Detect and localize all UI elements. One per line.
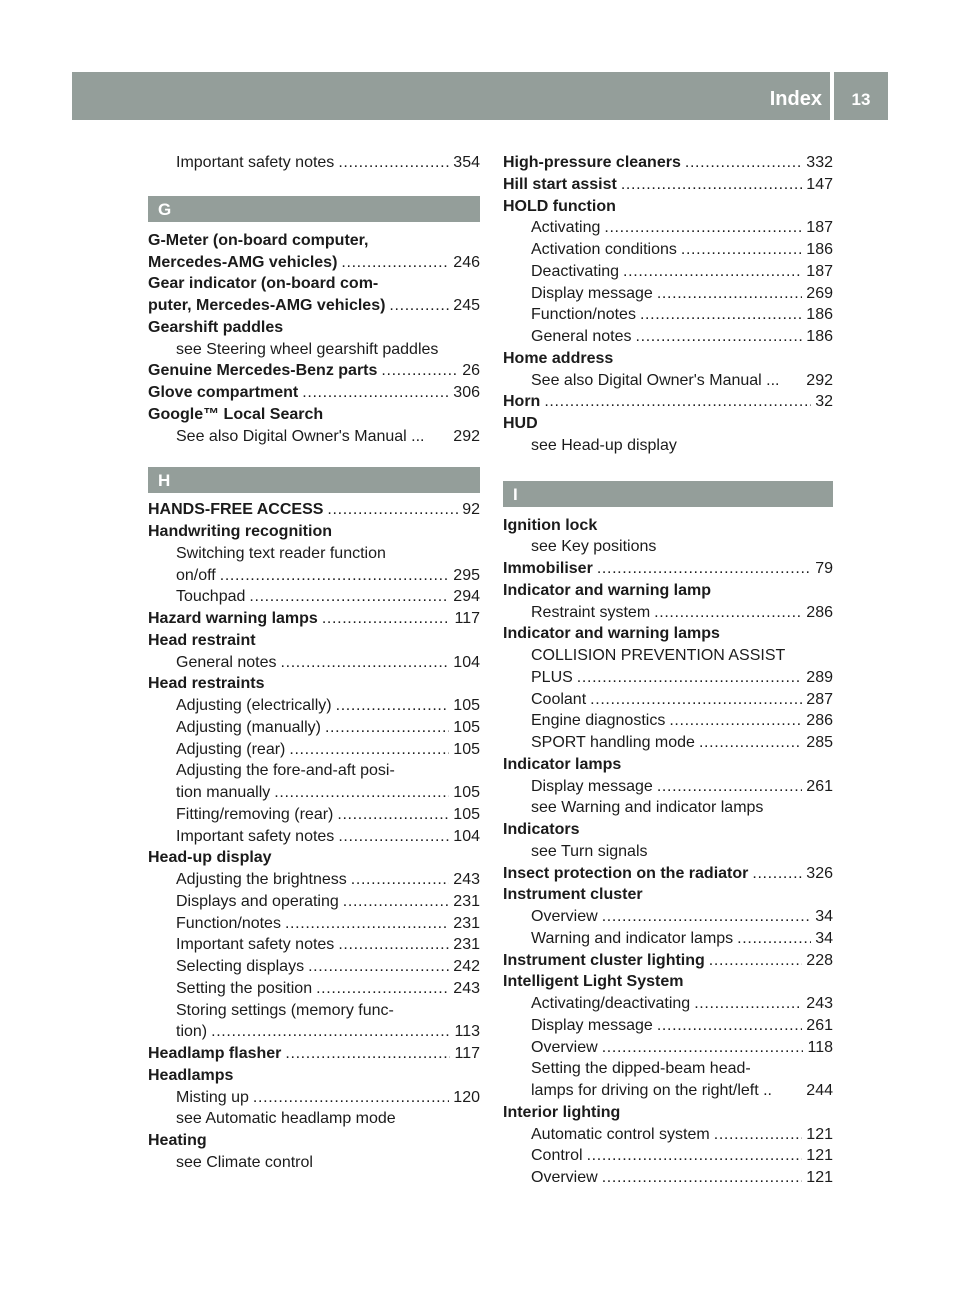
index-entry xyxy=(148,273,480,295)
page-reference: 294 xyxy=(453,588,480,606)
index-subentry xyxy=(503,928,833,950)
dot-leader xyxy=(274,782,449,804)
page-reference: 306 xyxy=(453,384,480,401)
entry-label: Ignition lock xyxy=(503,516,598,534)
dot-leader xyxy=(590,689,802,711)
page-reference: 147 xyxy=(806,175,833,193)
page-reference: 34 xyxy=(815,929,833,947)
entry-label: Insect protection on the radiator xyxy=(503,864,749,882)
page-reference: 113 xyxy=(454,1023,480,1041)
page-reference: 231 xyxy=(453,914,480,932)
entry-label: Important safety notes xyxy=(176,936,335,954)
index-subentry xyxy=(148,739,480,761)
section-letter-g: G xyxy=(148,196,480,222)
entry-label: HUD xyxy=(503,415,538,432)
dot-leader xyxy=(669,710,802,732)
page-reference: 120 xyxy=(453,1088,480,1106)
index-subentry xyxy=(148,1152,480,1174)
entry-label: Indicator lamps xyxy=(503,755,622,773)
dot-leader xyxy=(654,602,802,624)
dot-leader xyxy=(681,239,802,261)
entry-label: Automatic control system xyxy=(531,1125,710,1143)
entry-label: Overview xyxy=(531,1038,598,1056)
index-entry xyxy=(148,630,480,652)
entry-label: Overview xyxy=(531,1169,598,1186)
index-entry xyxy=(503,558,833,580)
entry-label: Control xyxy=(531,1147,583,1165)
index-entry xyxy=(148,1043,480,1065)
index-subentry xyxy=(148,1000,480,1022)
index-subentry xyxy=(503,732,833,754)
page-reference: 292 xyxy=(806,371,833,389)
entry-label: Fitting/removing (rear) xyxy=(176,805,334,823)
dot-leader xyxy=(341,252,449,274)
entry-label: Activating/deactivating xyxy=(531,995,691,1012)
dot-leader xyxy=(338,152,449,174)
index-subentry xyxy=(503,710,833,732)
page-reference: 242 xyxy=(453,958,480,975)
entry-label: Switching text reader function xyxy=(176,544,386,562)
index-subentry xyxy=(148,978,480,1000)
dot-leader xyxy=(316,978,449,1000)
dot-leader xyxy=(694,993,802,1015)
index-subentry xyxy=(148,913,480,935)
index-entry xyxy=(148,1130,480,1152)
entry-label: HOLD function xyxy=(503,197,616,215)
entry-label: Handwriting recognition xyxy=(148,523,332,540)
index-subentry xyxy=(148,956,480,978)
entry-label: High-pressure cleaners xyxy=(503,154,681,171)
page-reference: 285 xyxy=(806,734,833,751)
entry-label: Indicators xyxy=(503,821,580,838)
entry-label: Overview xyxy=(531,908,598,925)
index-entry xyxy=(503,152,833,174)
entry-label: Immobiliser xyxy=(503,560,593,577)
index-entry xyxy=(148,317,480,339)
entry-label: see Turn signals xyxy=(531,842,648,860)
entry-label: Hazard warning lamps xyxy=(148,610,318,627)
entry-label: Headlamp flasher xyxy=(148,1045,282,1062)
index-entry xyxy=(148,499,480,521)
index-subentry xyxy=(503,1167,833,1189)
page-reference: 228 xyxy=(806,951,833,969)
dot-leader xyxy=(657,1015,802,1037)
dot-leader xyxy=(602,1167,803,1189)
dot-leader xyxy=(685,152,802,174)
page-reference: 243 xyxy=(453,871,480,888)
page-reference: 186 xyxy=(806,306,833,324)
page-reference: 32 xyxy=(815,393,833,411)
index-entry xyxy=(148,608,480,630)
dot-leader xyxy=(621,174,802,196)
page-reference: 332 xyxy=(806,154,833,171)
entry-label: tion manually xyxy=(176,784,271,801)
dot-leader xyxy=(338,934,449,956)
index-subentry xyxy=(503,841,833,863)
page-reference: 261 xyxy=(806,777,833,795)
index-subentry xyxy=(503,993,833,1015)
entry-label: Intelligent Light System xyxy=(503,973,684,991)
entry-label: See also Digital Owner's Manual ... xyxy=(531,371,780,389)
entry-label: tion) xyxy=(176,1023,208,1041)
page-reference: 104 xyxy=(453,653,480,671)
index-subentry xyxy=(503,370,833,392)
index-entry xyxy=(148,673,480,695)
entry-label: Hill start assist xyxy=(503,175,617,193)
index-subentry xyxy=(503,283,833,305)
page-reference: 79 xyxy=(815,560,833,577)
index-subentry xyxy=(503,906,833,928)
index-subentry xyxy=(503,1124,833,1146)
dot-leader xyxy=(544,391,811,413)
page-reference: 105 xyxy=(453,805,480,823)
entry-label: Google™ Local Search xyxy=(148,405,324,423)
entry-label: Display message xyxy=(531,284,653,302)
dot-leader xyxy=(737,928,811,950)
page-reference: 246 xyxy=(453,253,480,271)
dot-leader xyxy=(308,956,449,978)
index-subentry xyxy=(503,1145,833,1167)
entry-label: Adjusting the brightness xyxy=(176,871,347,888)
entry-label: Function/notes xyxy=(531,306,636,324)
dot-leader xyxy=(302,382,449,404)
index-subentry xyxy=(148,339,480,361)
page-reference: 245 xyxy=(453,297,480,314)
dot-leader xyxy=(623,261,802,283)
page-reference: 231 xyxy=(453,936,480,954)
page-reference: 286 xyxy=(806,603,833,621)
entry-label: Important safety notes xyxy=(176,827,335,845)
index-entry xyxy=(148,360,480,382)
page-reference: 117 xyxy=(454,610,480,627)
index-entry xyxy=(503,623,833,645)
index-subentry xyxy=(148,543,480,565)
page-reference: 244 xyxy=(806,1082,833,1099)
index-subentry xyxy=(503,1015,833,1037)
dot-leader xyxy=(640,304,802,326)
entry-label: Indicator and warning lamps xyxy=(503,625,720,643)
entry-label: Storing settings (memory func- xyxy=(176,1001,394,1019)
index-entry xyxy=(503,413,833,435)
entry-label: Activation conditions xyxy=(531,241,677,258)
dot-leader xyxy=(709,950,803,972)
page-reference: 105 xyxy=(453,697,480,714)
index-subentry xyxy=(148,869,480,891)
dot-leader xyxy=(351,869,450,891)
dot-leader xyxy=(597,558,811,580)
index-subentry xyxy=(148,152,480,174)
index-entry xyxy=(148,847,480,869)
entry-label: Gear indicator (on-board com- xyxy=(148,275,379,293)
index-subentry xyxy=(503,217,833,239)
page-reference: 354 xyxy=(453,154,480,171)
page-reference: 231 xyxy=(453,892,480,910)
entry-label: see Head-up display xyxy=(531,436,677,454)
dot-leader xyxy=(327,499,458,521)
page-reference: 326 xyxy=(806,864,833,882)
index-subentry xyxy=(148,891,480,913)
dot-leader xyxy=(714,1124,803,1146)
page-reference: 187 xyxy=(806,219,833,237)
page-reference: 243 xyxy=(453,979,480,997)
index-subentry xyxy=(503,645,833,667)
dot-leader xyxy=(602,906,812,928)
index-entry xyxy=(503,515,833,537)
entry-label: Warning and indicator lamps xyxy=(531,929,734,947)
index-subentry xyxy=(503,602,833,624)
entry-label: Gearshift paddles xyxy=(148,318,284,336)
page-reference: 286 xyxy=(806,712,833,730)
index-subentry xyxy=(148,782,480,804)
entry-label: Adjusting (rear) xyxy=(176,740,286,758)
dot-leader xyxy=(336,695,450,717)
dot-leader xyxy=(249,586,449,608)
dot-leader xyxy=(657,776,802,798)
index-subentry xyxy=(503,326,833,348)
dot-leader xyxy=(604,217,802,239)
index-subentry xyxy=(148,717,480,739)
page-reference: 121 xyxy=(806,1147,833,1165)
entry-label: Indicator and warning lamp xyxy=(503,581,712,599)
dot-leader xyxy=(285,913,449,935)
page-number: 13 xyxy=(834,72,888,120)
dot-leader xyxy=(699,732,802,754)
page-reference: 261 xyxy=(806,1016,833,1034)
section-title: Index xyxy=(769,88,822,110)
page-reference: 292 xyxy=(453,427,480,445)
entry-label: General notes xyxy=(176,653,277,671)
index-entry xyxy=(503,863,833,885)
dot-leader xyxy=(253,1087,449,1109)
index-subentry xyxy=(148,1021,480,1043)
index-entry xyxy=(503,580,833,602)
dot-leader xyxy=(211,1021,450,1043)
section-letter-h: H xyxy=(148,467,480,493)
index-subentry xyxy=(148,695,480,717)
page-reference: 105 xyxy=(453,740,480,758)
dot-leader xyxy=(322,608,451,630)
page-reference: 187 xyxy=(806,262,833,280)
index-entry xyxy=(148,521,480,543)
entry-label: on/off xyxy=(176,566,216,584)
index-entry xyxy=(148,382,480,404)
entry-label: Restraint system xyxy=(531,603,651,621)
dot-leader xyxy=(337,804,449,826)
index-subentry xyxy=(503,667,833,689)
index-entry xyxy=(503,754,833,776)
entry-label: Heating xyxy=(148,1132,207,1149)
index-entry xyxy=(503,1102,833,1124)
index-subentry xyxy=(503,304,833,326)
dot-leader xyxy=(338,826,449,848)
page-reference: 92 xyxy=(462,501,480,519)
index-subentry xyxy=(503,239,833,261)
entry-label: Adjusting (electrically) xyxy=(176,697,332,714)
index-entry xyxy=(503,819,833,841)
index-subentry xyxy=(148,1108,480,1130)
entry-label: PLUS xyxy=(531,668,573,686)
index-subentry xyxy=(503,1037,833,1059)
page-reference: 105 xyxy=(453,784,480,801)
dot-leader xyxy=(325,717,449,739)
entry-label: Function/notes xyxy=(176,914,281,932)
entry-label: General notes xyxy=(531,328,632,345)
dot-leader xyxy=(587,1145,803,1167)
page-reference: 34 xyxy=(815,908,833,925)
index-subentry xyxy=(148,826,480,848)
index-subentry xyxy=(503,776,833,798)
entry-label: COLLISION PREVENTION ASSIST xyxy=(531,647,786,664)
header-bar xyxy=(72,72,830,120)
page-reference: 287 xyxy=(806,690,833,708)
dot-leader xyxy=(281,652,450,674)
index-subentry xyxy=(503,1058,833,1080)
page-reference: 186 xyxy=(806,241,833,258)
dot-leader xyxy=(577,667,803,689)
index-subentry xyxy=(148,426,480,448)
left-index-column xyxy=(148,152,480,1174)
index-entry xyxy=(148,1065,480,1087)
index-entry xyxy=(503,196,833,218)
index-subentry xyxy=(148,1087,480,1109)
index-entry xyxy=(503,884,833,906)
index-subentry xyxy=(148,760,480,782)
index-subentry xyxy=(148,586,480,608)
dot-leader xyxy=(220,565,450,587)
entry-label: Touchpad xyxy=(176,588,246,606)
index-subentry xyxy=(503,1080,833,1102)
dot-leader xyxy=(657,283,802,305)
index-entry xyxy=(148,295,480,317)
entry-label: Display message xyxy=(531,1016,653,1034)
entry-label: Head restraint xyxy=(148,631,256,649)
entry-label: Displays and operating xyxy=(176,892,339,910)
dot-leader xyxy=(289,739,449,761)
page-reference: 118 xyxy=(807,1038,833,1056)
dot-leader xyxy=(389,295,449,317)
entry-label: Selecting displays xyxy=(176,958,305,975)
entry-label: SPORT handling mode xyxy=(531,734,695,751)
index-subentry xyxy=(148,652,480,674)
page-reference: 104 xyxy=(453,827,480,845)
dot-leader xyxy=(343,891,450,913)
right-index-column xyxy=(503,152,833,1189)
index-subentry xyxy=(148,934,480,956)
index-subentry xyxy=(503,261,833,283)
entry-label: Head-up display xyxy=(148,849,272,867)
entry-label: Mercedes-AMG vehicles) xyxy=(148,253,338,271)
index-entry xyxy=(148,230,480,252)
entry-label: see Climate control xyxy=(176,1153,313,1171)
index-entry xyxy=(503,391,833,413)
dot-leader xyxy=(381,360,458,382)
index-subentry xyxy=(503,536,833,558)
entry-label: puter, Mercedes-AMG vehicles) xyxy=(148,297,386,314)
entry-label: see Automatic headlamp mode xyxy=(176,1110,396,1128)
entry-label: Misting up xyxy=(176,1088,249,1106)
entry-label: Adjusting the fore-and-aft posi- xyxy=(176,762,395,780)
index-entry xyxy=(503,950,833,972)
index-entry xyxy=(503,348,833,370)
page-reference: 117 xyxy=(454,1045,480,1062)
dot-leader xyxy=(636,326,803,348)
dot-leader xyxy=(602,1037,804,1059)
index-entry xyxy=(503,971,833,993)
entry-label: Headlamps xyxy=(148,1066,234,1084)
entry-label: Engine diagnostics xyxy=(531,712,666,730)
entry-label: Activating xyxy=(531,219,601,237)
entry-label: Interior lighting xyxy=(503,1103,621,1121)
page-reference: 26 xyxy=(462,362,480,380)
entry-label: Instrument cluster xyxy=(503,886,643,904)
entry-label: Important safety notes xyxy=(176,154,335,171)
entry-label: Home address xyxy=(503,349,614,367)
index-entry xyxy=(148,404,480,426)
index-subentry xyxy=(503,689,833,711)
page-reference: 295 xyxy=(453,566,480,584)
entry-label: Head restraints xyxy=(148,675,265,693)
entry-label: Instrument cluster lighting xyxy=(503,951,705,969)
page-reference: 186 xyxy=(806,328,833,345)
page-reference: 243 xyxy=(806,995,833,1012)
entry-label: Adjusting (manually) xyxy=(176,718,321,736)
entry-label: Deactivating xyxy=(531,262,620,280)
index-entry xyxy=(503,174,833,196)
dot-leader xyxy=(752,863,802,885)
page-reference: 105 xyxy=(453,718,480,736)
entry-label: Horn xyxy=(503,393,541,411)
index-subentry xyxy=(148,565,480,587)
entry-label: see Warning and indicator lamps xyxy=(531,799,764,817)
page-reference: 121 xyxy=(806,1169,833,1186)
entry-label: see Steering wheel gearshift paddles xyxy=(176,340,439,358)
index-entry xyxy=(148,252,480,274)
entry-label: Genuine Mercedes-Benz parts xyxy=(148,362,378,380)
entry-label: Coolant xyxy=(531,690,587,708)
entry-label: Glove compartment xyxy=(148,384,299,401)
page-header xyxy=(72,72,888,120)
page-reference: 289 xyxy=(806,668,833,686)
entry-label: lamps for driving on the right/left .. xyxy=(531,1082,772,1099)
dot-leader xyxy=(285,1043,450,1065)
page-reference: 269 xyxy=(806,284,833,302)
section-letter-i: I xyxy=(503,481,833,507)
entry-label: Display message xyxy=(531,777,653,795)
page-reference: 121 xyxy=(806,1125,833,1143)
entry-label: HANDS-FREE ACCESS xyxy=(148,501,324,519)
index-subentry xyxy=(503,435,833,457)
index-subentry xyxy=(503,797,833,819)
entry-label: Setting the dipped-beam head- xyxy=(531,1060,751,1078)
entry-label: See also Digital Owner's Manual ... xyxy=(176,427,425,445)
entry-label: G-Meter (on-board computer, xyxy=(148,231,369,249)
index-subentry xyxy=(148,804,480,826)
entry-label: Setting the position xyxy=(176,979,313,997)
entry-label: see Key positions xyxy=(531,538,657,556)
